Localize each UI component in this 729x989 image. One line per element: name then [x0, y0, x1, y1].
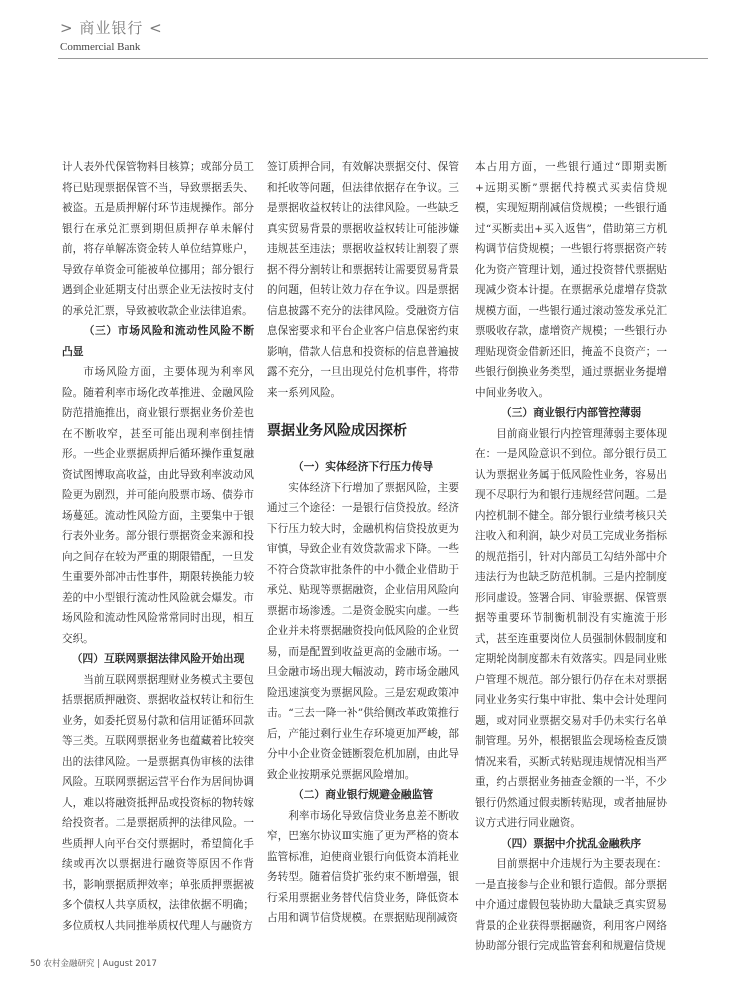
header-divider — [58, 58, 708, 59]
section-heading: （三）市场风险和流动性风险不断凸显 — [62, 324, 254, 358]
article-section-title: 票据业务风险成因探析 — [267, 423, 407, 439]
section-heading: （一）实体经济下行压力传导 — [292, 460, 434, 473]
section-heading: （四）互联网票据法律风险开始出现 — [71, 652, 245, 665]
section-heading: （四）票据中介扰乱金融秩序 — [500, 836, 642, 850]
text-column-middle — [267, 157, 459, 929]
section-heading: （二）商业银行规避金融监管 — [292, 788, 434, 801]
paragraph: 本占用方面，一些银行通过“即期卖断+远期买断”票据代持模式买卖信贷规模，实现短期削减信贷规模；一些银行通过“买断卖出+买入返售”，借助第三方机构调节信贷规模；一些银行将票据资产转化为资产管理计划，通过投资替代票据贴现减少资本计提。在票据承兑虚增存贷款规模方面，一些银行通过滚动签发承兑汇票吸收存款，虚增资产规模；一些银行办理贴现资金借新还旧，掩盖不良资产；一些银行倒换业务类型，通过票据业务提增中间业务收入。 — [475, 161, 667, 399]
text-column-left — [62, 157, 254, 936]
paragraph: 实体经济下行增加了票据风险，主要通过三个途径：一是银行信贷投放。经济下行压力较大时，金融机构信贷投放更为审慎，导致企业有效贷款需求下降。一些不符合贷款审批条件的中小微企业借助于承兑、贴现等票据融资，企业信用风险向票据市场渗透。二是资金脱实向虚。一些企业并未将票据融资投向低风险的企业贸易，而是配置到收益更高的金融市场。一旦金融市场出现大幅波动，跨市场金融风险迅速演变为票据风险。三是宏观政策冲击。“三去一降一补”供给侧改革政策推行后，产能过剩行业生存环境更加严峻，部分中小企业资金链断裂危机加剧，由此导致企业按期承兑票据风险增加。 — [267, 481, 459, 781]
paragraph: 当前互联网票据理财业务模式主要包括票据质押融资、票据收益权转让和衍生业务，如委托贸易付款和信用证循环回款等三类。互联网票据业务也蕴藏着比较突出的法律风险。一是票据真伪审核的法律风险。互联网票据运营平台作为居间协调人，难以将融资抵押品或投资标的物转嫁给投资者。二是票据质押的法律风险。一些质押人向平台交付票据时，希望简化手续或再次以票据进行融资等原因不作背书，影响票据质押效率；单张质押票据被多个债权人共享质权，法律依据不明确；多位质权人共同推举质权代理人与融资方 — [62, 673, 254, 932]
header-brand — [60, 18, 163, 54]
brand-title-cn: > 商业银行 < — [60, 19, 163, 37]
page-footer: 50 农村金融研究 | August 2017 — [30, 959, 157, 969]
paragraph: 利率市场化导致信贷业务息差不断收窄，巴塞尔协议Ⅲ实施了更为严格的资本监管标准，迫使商业银行向低资本消耗业务转型。随着信贷扩张约束不断增强，银行采用票据业务替代信贷业务，降低资本占用和调节信贷规模。在票据贴现削减资 — [267, 809, 459, 924]
section-heading: （三）商业银行内部管控薄弱 — [500, 406, 642, 419]
paragraph: 签订质押合同，有效解决票据交付、保管和托收等问题，但法律依据存在争议。三是票据收益权转让的法律风险。一些缺乏真实贸易背景的票据收益权转让可能涉嫌违规甚至违法；票据收益权转让割裂了票据不得分割转让和票据转让需要贸易背景的问题，但转让效力存在争议。四是票据信息披露不充分的法律风险。受融资方信息保密要求和平台企业客户信息保密约束影响，借款人信息和投资标的信息普遍披露不充分，一旦出现兑付危机事件，将带来一系列风险。 — [267, 161, 459, 399]
brand-title-en: Commercial Bank — [60, 41, 141, 53]
paragraph: 市场风险方面，主要体现为利率风险。随着利率市场化改革推进、金融风险防范措施推出，商业银行票据业务价差也在不断收窄，甚至可能出现利率倒挂情形。一些企业票据质押后循环操作重复融资试图博取高收益，由此导致利率波动风险更为剧烈，并可能向股票市场、债券市场蔓延。流动性风险方面，主要集中于银行表外业务。部分银行票据资金来源和投向之间存在较为严重的期限错配，一旦发生重要外部冲击性事件，期限转换能力较差的中小型银行流动性风险就会爆发。市场风险和流动性风险常常同时出现，相互交织。 — [62, 366, 254, 645]
paragraph: 计人表外代保管物料目核算；或部分员工将已贴现票据保管不当，导致票据丢失、被盗。五是质押解付环节违规操作。部分银行在承兑汇票到期但质押存单未解付前，将存单解冻资金转人单位结算账户，导致存单资金可能被单位挪用；部分银行遇到企业延期支付出票企业无法按时支付的承兑汇票，导致被收款企业法律追索。 — [62, 161, 254, 317]
paragraph: 目前票据中介违规行为主要表现在：一是直接参与企业和银行造假。部分票据中介通过虚假包装协助大量缺乏真实贸易背景的企业获得票据融资，利用客户网络协助部分银行完成监管套利和规避信贷规 — [475, 858, 667, 952]
paragraph: 目前商业银行内控管理薄弱主要体现在：一是风险意识不到位。部分银行员工认为票据业务属于低风险性业务，容易出现不尽职行为和银行违规经营问题。二是内控机制不健全。部分银行业绩考核只关注收入和利润，缺少对员工完成业务指标的规范指引，针对内部员工勾结外部中介违法行为也缺乏防范机制。三是内控制度形同虚设。签署合同、审验票据、保管票据等重要环节制衡机制没有实施流于形式，甚至连重要岗位人员强制休假制度和定期轮岗制度都未有效落实。四是同业账户管理不规范。部分银行仍存在未对票据同业业务实行集中审批、集中会计处理问题，或对同业票据交易对手仍未实行名单制管理。另外，根据银监会现场检查反馈情况来看，买断式转贴现违规情况相当严重，约占票据业务抽查金额的一半，不少银行仍然通过假卖断转贴现，或者抽屉协议方式进行同业融资。 — [475, 427, 667, 829]
text-column-right — [475, 157, 667, 957]
